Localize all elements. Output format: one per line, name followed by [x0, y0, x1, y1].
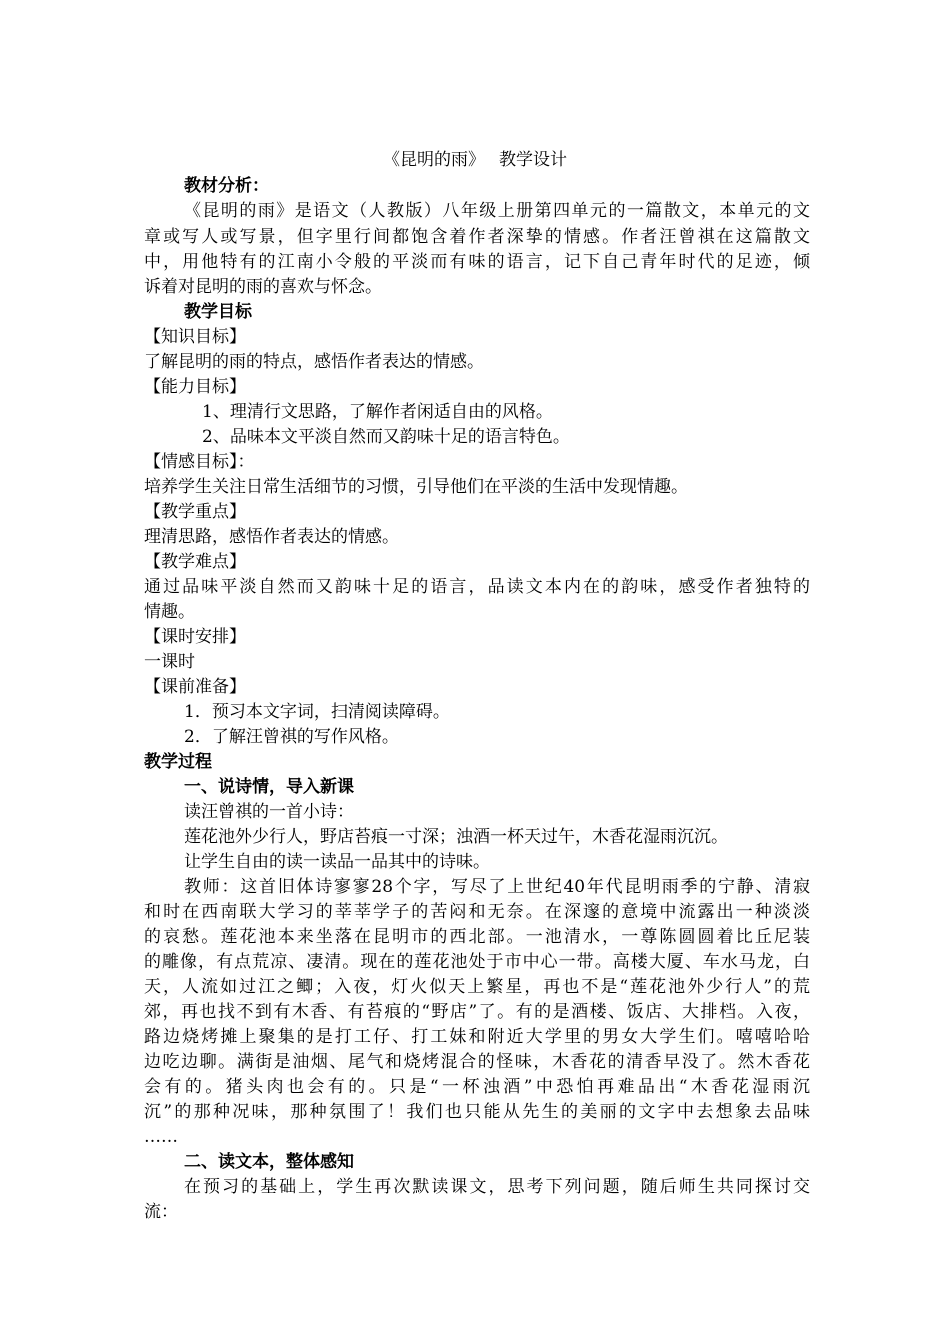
teacher-line: 边吃边聊。满街是油烟、尾气和烧烤混合的怪味，木香花的清香早没了。然木香花 — [144, 1052, 810, 1072]
key-label: 【教学重点】 — [144, 502, 246, 522]
hours-text: 一课时 — [144, 652, 195, 672]
analysis-heading: 教材分析： — [184, 176, 269, 196]
step1-intro: 读汪曾祺的一首小诗： — [184, 802, 354, 822]
prep-item: 1．预习本文字词，扫清阅读障碍。 — [184, 702, 450, 722]
difficulty-line: 通过品味平淡自然而又韵味十足的语言，品读文本内在的韵味，感受作者独特的 — [144, 577, 810, 597]
process-heading: 教学过程 — [144, 752, 212, 772]
teacher-line: 教师：这首旧体诗寥寥28个字，写尽了上世纪40年代昆明雨季的宁静、清寂 — [184, 877, 810, 897]
prep-item: 2．了解汪曾祺的写作风格。 — [184, 727, 399, 747]
analysis-line: 章或写人或写景，但字里行间都饱含着作者深挚的情感。作者汪曾祺在这篇散文 — [144, 227, 810, 247]
teacher-line: 天，人流如过江之鲫；入夜，灯火似天上繁星，再也不是“莲花池外少行人”的荒 — [144, 977, 810, 997]
teacher-line: 沉”的那种况味，那种氛围了！我们也只能从先生的美丽的文字中去想象去品味 — [144, 1102, 810, 1122]
ability-item: 1、理清行文思路，了解作者闲适自由的风格。 — [202, 402, 553, 422]
key-text: 理清思路，感悟作者表达的情感。 — [144, 527, 399, 547]
knowledge-text: 了解昆明的雨的特点，感悟作者表达的情感。 — [144, 352, 484, 372]
analysis-line: 《昆明的雨》是语文（人教版）八年级上册第四单元的一篇散文，本单元的文 — [184, 201, 810, 221]
goals-heading: 教学目标 — [184, 302, 252, 322]
teacher-line: 的雕像，有点荒凉、凄清。现在的莲花池处于市中心一带。高楼大厦、车水马龙，白 — [144, 952, 810, 972]
ability-item: 2、品味本文平淡自然而又韵味十足的语言特色。 — [202, 427, 570, 447]
difficulty-line: 情趣。 — [144, 602, 195, 622]
teacher-line: 的哀愁。莲花池本来坐落在昆明市的西北部。一池清水，一尊陈圆圆着比丘尼装 — [144, 927, 810, 947]
poem-text: 莲花池外少行人，野店苔痕一寸深；浊酒一杯天过午，木香花湿雨沉沉。 — [184, 827, 728, 847]
teacher-line: 郊，再也找不到有木香、有苔痕的“野店”了。有的是酒楼、饭店、大排档。入夜， — [144, 1002, 810, 1022]
analysis-line: 中，用他特有的江南小令般的平淡而有味的语言，记下自己青年时代的足迹，倾 — [144, 252, 810, 272]
step2-line: 流： — [144, 1202, 178, 1222]
document-title: 《昆明的雨》 教学设计 — [383, 150, 567, 170]
emotion-label: 【情感目标】： — [144, 452, 255, 472]
analysis-line: 诉着对昆明的雨的喜欢与怀念。 — [144, 277, 382, 297]
prep-label: 【课前准备】 — [144, 677, 246, 697]
teacher-line: 路边烧烤摊上聚集的是打工仔、打工妹和附近大学里的男女大学生们。嘻嘻哈哈 — [144, 1027, 810, 1047]
step2-heading: 二、读文本，整体感知 — [184, 1152, 354, 1172]
ability-label: 【能力目标】 — [144, 377, 246, 397]
step2-line: 在预习的基础上，学生再次默读课文，思考下列问题，随后师生共同探讨交 — [184, 1177, 810, 1197]
emotion-text: 培养学生关注日常生活细节的习惯，引导他们在平淡的生活中发现情趣。 — [144, 477, 688, 497]
step1-instruction: 让学生自由的读一读品一品其中的诗味。 — [184, 852, 490, 872]
knowledge-label: 【知识目标】 — [144, 327, 246, 347]
step1-heading: 一、说诗情，导入新课 — [184, 777, 354, 797]
teacher-line: 会有的。猪头肉也会有的。只是“一杯浊酒”中恐怕再难品出“木香花湿雨沉 — [144, 1077, 810, 1097]
hours-label: 【课时安排】 — [144, 627, 246, 647]
teacher-line: 和时在西南联大学习的莘莘学子的苦闷和无奈。在深邃的意境中流露出一种淡淡 — [144, 902, 810, 922]
difficulty-label: 【教学难点】 — [144, 552, 246, 572]
teacher-line: …… — [144, 1127, 178, 1147]
